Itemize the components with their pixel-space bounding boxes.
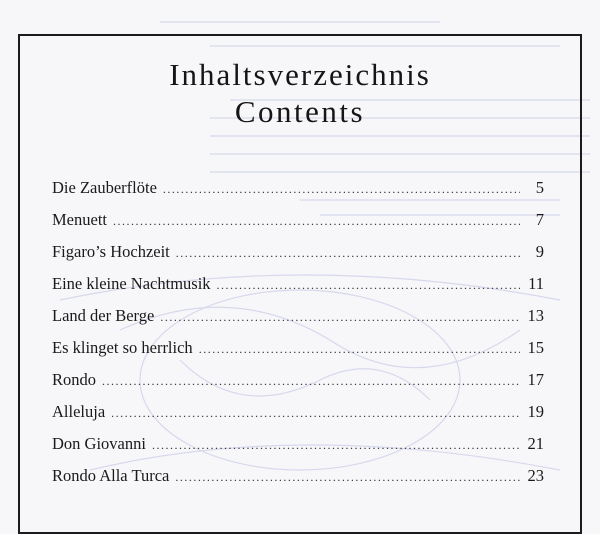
toc-leader-dots [176, 246, 520, 261]
toc-leader-dots [163, 182, 520, 197]
toc-entry-page: 23 [527, 466, 544, 485]
toc-entry-page: 17 [527, 370, 544, 389]
toc-entry-page: 5 [535, 178, 544, 197]
toc-leader-dots [175, 470, 520, 485]
toc-entry-title: Die Zauberflöte [52, 178, 157, 197]
toc-entry [52, 466, 544, 498]
toc-entry [52, 434, 544, 466]
toc-entry [52, 370, 544, 402]
toc-leader-dots [113, 214, 520, 229]
toc-entry-title: Menuett [52, 210, 107, 229]
toc-entry-title: Es klinget so herrlich [52, 338, 193, 357]
toc-entry-title: Rondo Alla Turca [52, 466, 170, 485]
toc-entry-title: Eine kleine Nachtmusik [52, 274, 211, 293]
toc-entry-page: 19 [527, 402, 544, 421]
toc-entry-title: Alleluja [52, 402, 106, 421]
toc-entry-page: 21 [527, 434, 544, 453]
toc-entry [52, 210, 544, 242]
toc-entry [52, 306, 544, 338]
toc-entry-page: 11 [528, 274, 544, 293]
heading-english: Contents [234, 94, 366, 129]
table-of-contents [52, 178, 544, 498]
toc-leader-dots [160, 310, 520, 325]
toc-entry-page: 15 [527, 338, 544, 357]
toc-entry [52, 242, 544, 274]
toc-entry-title: Rondo [52, 370, 97, 389]
toc-leader-dots [102, 374, 520, 389]
toc-entry-page: 13 [527, 306, 544, 325]
heading-german: Inhaltsverzeichnis [169, 57, 431, 92]
toc-leader-dots [111, 406, 520, 421]
toc-entry [52, 402, 544, 434]
toc-entry-title: Don Giovanni [52, 434, 146, 453]
toc-entry-title: Figaro’s Hochzeit [52, 242, 170, 261]
toc-entry [52, 274, 544, 306]
toc-leader-dots [217, 278, 520, 293]
toc-entry-title: Land der Berge [52, 306, 155, 325]
toc-entry-page: 7 [535, 210, 544, 229]
toc-entry-page: 9 [535, 242, 544, 261]
toc-entry [52, 178, 544, 210]
toc-leader-dots [152, 438, 520, 453]
toc-leader-dots [199, 342, 520, 357]
toc-entry [52, 338, 544, 370]
